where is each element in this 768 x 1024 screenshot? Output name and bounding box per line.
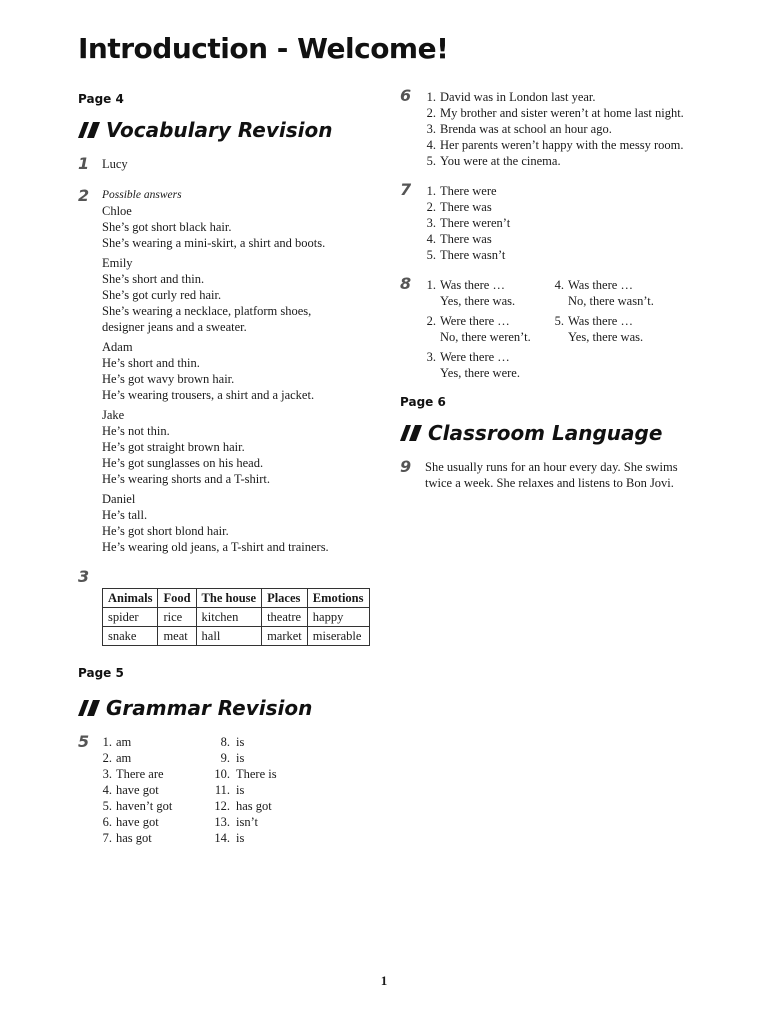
exercise-8-item: 2. Were there … No, there weren’t. <box>426 314 531 344</box>
list-item: 9. is <box>220 751 245 765</box>
table-row <box>103 608 370 627</box>
answer-line: He’s short and thin. <box>102 356 200 370</box>
table-cell: meat <box>158 627 196 646</box>
table-cell: hall <box>196 627 262 646</box>
page-title: Introduction - Welcome! <box>78 32 449 65</box>
exercise-1-answer: Lucy <box>102 157 128 171</box>
exercise-3-number: 3 <box>78 567 90 586</box>
list-item: 5. There wasn’t <box>426 248 506 262</box>
classroom-language-heading <box>400 421 662 445</box>
table-cell: rice <box>158 608 196 627</box>
table-cell: market <box>262 627 308 646</box>
exercise-5-column-1 <box>96 734 172 846</box>
exercise-9-number: 9 <box>400 457 412 476</box>
exercise-7-number: 7 <box>400 180 412 199</box>
exercise-2-answers <box>102 187 329 555</box>
answer-line: He’s got straight brown hair. <box>102 440 245 454</box>
answer-line: He’s got wavy brown hair. <box>102 372 235 386</box>
exercise-6-list <box>420 89 684 169</box>
answer-line: He’s wearing shorts and a T-shirt. <box>102 472 271 486</box>
answer-line: He’s got sunglasses on his head. <box>102 456 264 470</box>
exercise-8-number: 8 <box>400 274 412 293</box>
list-item: 12. has got <box>214 799 272 813</box>
double-slash-icon <box>78 122 100 138</box>
person-name: Jake <box>102 408 125 422</box>
answer-line: He’s tall. <box>102 508 148 522</box>
exercise-9-answer <box>425 459 678 491</box>
table-cell: theatre <box>262 608 308 627</box>
answer-line: She’s wearing a mini-skirt, a shirt and boots. <box>102 236 326 250</box>
list-item: 1. There were <box>426 184 497 198</box>
exercise-8-item: 4. Was there … No, there wasn’t. <box>554 278 654 308</box>
answer-line: She usually runs for an hour every day. She swims <box>425 460 678 474</box>
exercise-5-number: 5 <box>78 732 90 751</box>
list-item: 3. There are <box>102 767 164 781</box>
table-header: Emotions <box>307 589 369 608</box>
answer-line: She’s short and thin. <box>102 272 205 286</box>
grammar-revision-heading <box>78 696 312 720</box>
table-cell: miserable <box>307 627 369 646</box>
answer-line: She’s got curly red hair. <box>102 288 222 302</box>
table-cell: spider <box>103 608 158 627</box>
exercise-2-number: 2 <box>78 186 90 205</box>
person-name: Adam <box>102 340 133 354</box>
grammar-revision-title: Grammar Revision <box>106 696 313 720</box>
exercise-8-item: 1. Was there … Yes, there was. <box>426 278 516 308</box>
classroom-language-title: Classroom Language <box>428 421 663 445</box>
page-4-label: Page 4 <box>78 92 124 106</box>
answer-line: She’s got short black hair. <box>102 220 232 234</box>
list-item: 2. There was <box>426 200 492 214</box>
table-header: Food <box>158 589 196 608</box>
answer-line: designer jeans and a sweater. <box>102 320 247 334</box>
list-item: 8. is <box>220 735 245 749</box>
list-item: 6. have got <box>102 815 159 829</box>
list-item: 10. There is <box>214 767 277 781</box>
answer-line: He’s got short blond hair. <box>102 524 229 538</box>
table-header: The house <box>196 589 262 608</box>
list-item: 11. is <box>214 783 245 797</box>
exercise-5-column-2 <box>210 734 277 846</box>
page-number: 1 <box>380 973 388 988</box>
answer-line: He’s not thin. <box>102 424 170 438</box>
table-cell: snake <box>103 627 158 646</box>
exercise-6-number: 6 <box>400 86 412 105</box>
person-name: Daniel <box>102 492 136 506</box>
answer-line: He’s wearing trousers, a shirt and a jacket. <box>102 388 315 402</box>
list-item: 4. There was <box>426 232 492 246</box>
list-item: 5. haven’t got <box>102 799 173 813</box>
list-item: 1. David was in London last year. <box>426 90 596 104</box>
table-header-row <box>103 589 370 608</box>
person-name: Emily <box>102 256 133 270</box>
exercise-8-item: 3. Were there … Yes, there were. <box>426 350 520 380</box>
table-header: Animals <box>103 589 158 608</box>
list-item: 3. There weren’t <box>426 216 511 230</box>
exercise-1-number: 1 <box>78 154 90 173</box>
list-item: 3. Brenda was at school an hour ago. <box>426 122 612 136</box>
page-5-label: Page 5 <box>78 666 124 680</box>
vocabulary-revision-heading <box>78 118 332 142</box>
person-name: Chloe <box>102 204 132 218</box>
answer-line: She’s wearing a necklace, platform shoes, <box>102 304 312 318</box>
list-item: 7. has got <box>102 831 152 845</box>
list-item: 2. am <box>102 751 132 765</box>
page-6-label: Page 6 <box>400 395 446 409</box>
table-header: Places <box>262 589 308 608</box>
answer-line: twice a week. She relaxes and listens to Bon Jovi. <box>425 476 674 490</box>
list-item: 14. is <box>214 831 245 845</box>
vocabulary-table <box>102 588 370 646</box>
table-cell: happy <box>307 608 369 627</box>
list-item: 13. isn’t <box>214 815 258 829</box>
possible-answers-note: Possible answers <box>102 189 182 201</box>
list-item: 4. have got <box>102 783 159 797</box>
list-item: 2. My brother and sister weren’t at home last night. <box>426 106 684 120</box>
answer-line: He’s wearing old jeans, a T-shirt and trainers. <box>102 540 329 554</box>
vocabulary-revision-title: Vocabulary Revision <box>106 118 333 142</box>
double-slash-icon <box>400 425 422 441</box>
exercise-8-item: 5. Was there … Yes, there was. <box>554 314 644 344</box>
table-cell: kitchen <box>196 608 262 627</box>
list-item: 4. Her parents weren’t happy with the messy room. <box>426 138 684 152</box>
table-row <box>103 627 370 646</box>
list-item: 5. You were at the cinema. <box>426 154 561 168</box>
list-item: 1. am <box>102 735 132 749</box>
exercise-7-list <box>420 183 510 263</box>
double-slash-icon <box>78 700 100 716</box>
